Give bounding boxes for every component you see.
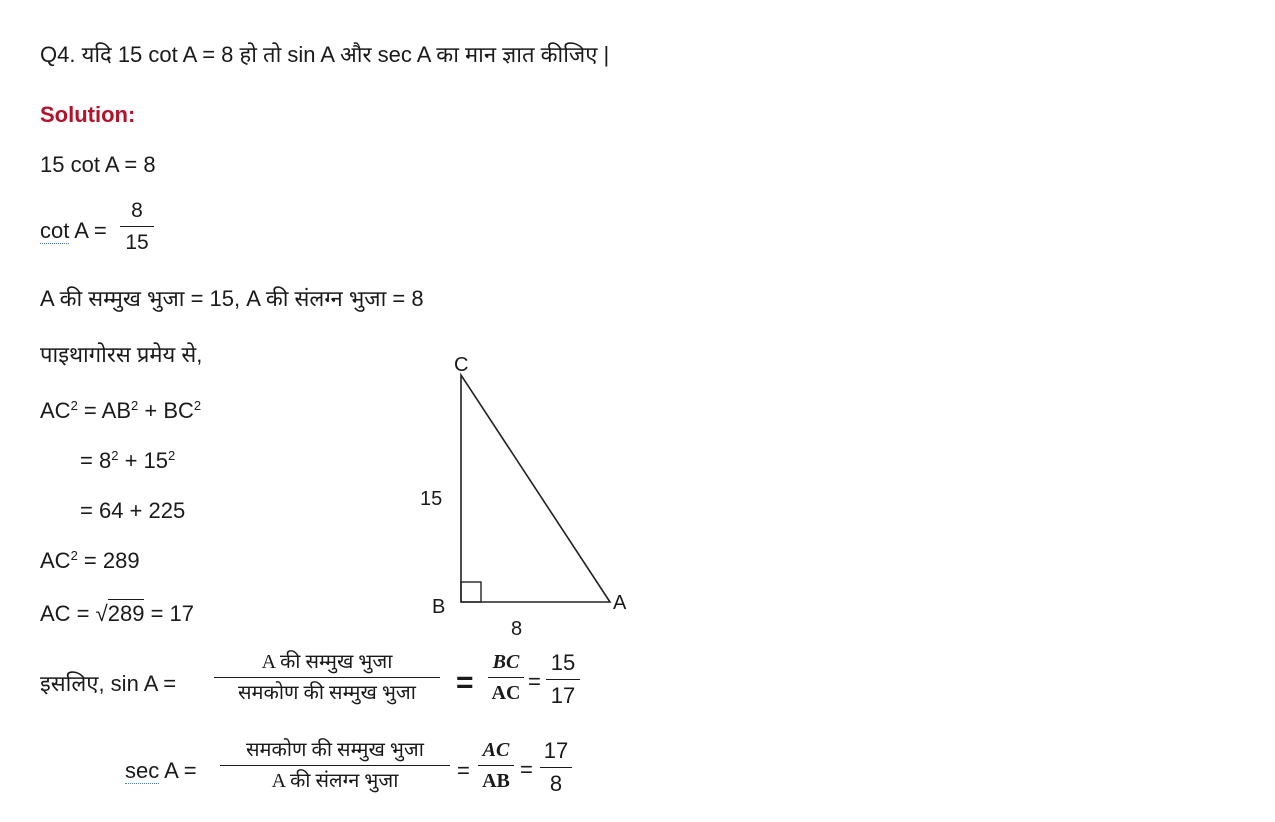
solution-heading: Solution: [40, 102, 136, 127]
substitution-equation [80, 450, 175, 472]
vertex-b-label: B [432, 596, 446, 618]
ac-result: = 17 [150, 601, 194, 626]
result-289: = 289 [83, 548, 140, 573]
cot-label: cot [40, 218, 70, 243]
sin-bc: BC [492, 651, 520, 673]
sum-equation: = 64 + 225 [80, 498, 186, 523]
question-text: Q4. यदि 15 cot A = 8 हो तो sin A और sec A का मान ज्ञात कीजिए | [40, 42, 610, 67]
ac-squared-equation [40, 550, 140, 572]
sin-value-numerator: 15 [550, 650, 576, 675]
pythagoras-statement: पाइथागोरस प्रमेय से, [40, 342, 203, 367]
term-bc: + BC [144, 398, 194, 423]
exponent: 2 [111, 448, 119, 463]
sin-value-denominator: 17 [550, 683, 576, 708]
sin-value-fraction [546, 652, 580, 707]
exponent: 2 [168, 448, 176, 463]
cot-fraction [120, 200, 154, 253]
sec-ab: AB [482, 770, 510, 792]
right-angle-marker [461, 582, 481, 602]
cot-equation [40, 220, 107, 242]
sin-ratio-numerator: A की सम्मुख भुजा [261, 651, 393, 673]
triangle-abc [461, 375, 610, 602]
sec-equals: = [457, 758, 470, 783]
ac-root-lhs: AC = √ [40, 601, 108, 626]
triangle-diagram [400, 345, 650, 645]
sin-equals-2: = [528, 669, 541, 694]
cot-a-label: A = [74, 218, 107, 243]
exponent: 2 [193, 398, 202, 413]
sin-ratio-denominator: समकोण की सम्मुख भुजा [238, 682, 416, 704]
cot-denominator: 15 [125, 231, 149, 254]
term-ac: AC [40, 548, 71, 573]
pythagoras-equation [40, 400, 201, 422]
sec-ac-ab-fraction [478, 740, 514, 791]
sin-ac: AC [491, 682, 521, 704]
sin-equals: = [456, 666, 474, 699]
sec-label: sec [125, 758, 160, 783]
sec-ratio-fraction [220, 740, 450, 791]
sec-ratio-numerator: समकोण की सम्मुख भुजा [246, 739, 424, 761]
vertex-a-label: A [613, 592, 627, 614]
sec-value-numerator: 17 [543, 738, 569, 763]
sec-a-label: A = [164, 758, 197, 783]
term-ab: = AB [83, 398, 132, 423]
sec-value-denominator: 8 [549, 771, 563, 796]
side-bc-length: 15 [420, 488, 443, 510]
cot-numerator: 8 [131, 199, 143, 222]
term-15: + 15 [124, 448, 168, 473]
term-8: = 8 [80, 448, 112, 473]
ac-root-equation [40, 603, 194, 625]
sec-ac: AC [482, 739, 510, 761]
sec-value-fraction [540, 740, 572, 795]
side-ab-length: 8 [511, 618, 523, 640]
exponent: 2 [70, 398, 78, 413]
sides-statement: A की सम्मुख भुजा = 15, A की संलग्न भुजा = 8 [40, 286, 424, 311]
root-value: 289 [107, 601, 145, 626]
sin-ratio-fraction [214, 652, 440, 703]
sin-prefix: इसलिए, sin A = [40, 671, 177, 696]
term-ac: AC [40, 398, 71, 423]
sec-ratio-denominator: A की संलग्न भुजा [271, 770, 399, 792]
step-1-equation: 15 cot A = 8 [40, 152, 156, 177]
sec-prefix [125, 760, 197, 782]
sec-equals-2: = [520, 757, 533, 782]
exponent: 2 [131, 398, 139, 413]
sin-bc-ac-fraction [488, 652, 524, 703]
vertex-c-label: C [454, 354, 469, 376]
exponent: 2 [70, 548, 78, 563]
